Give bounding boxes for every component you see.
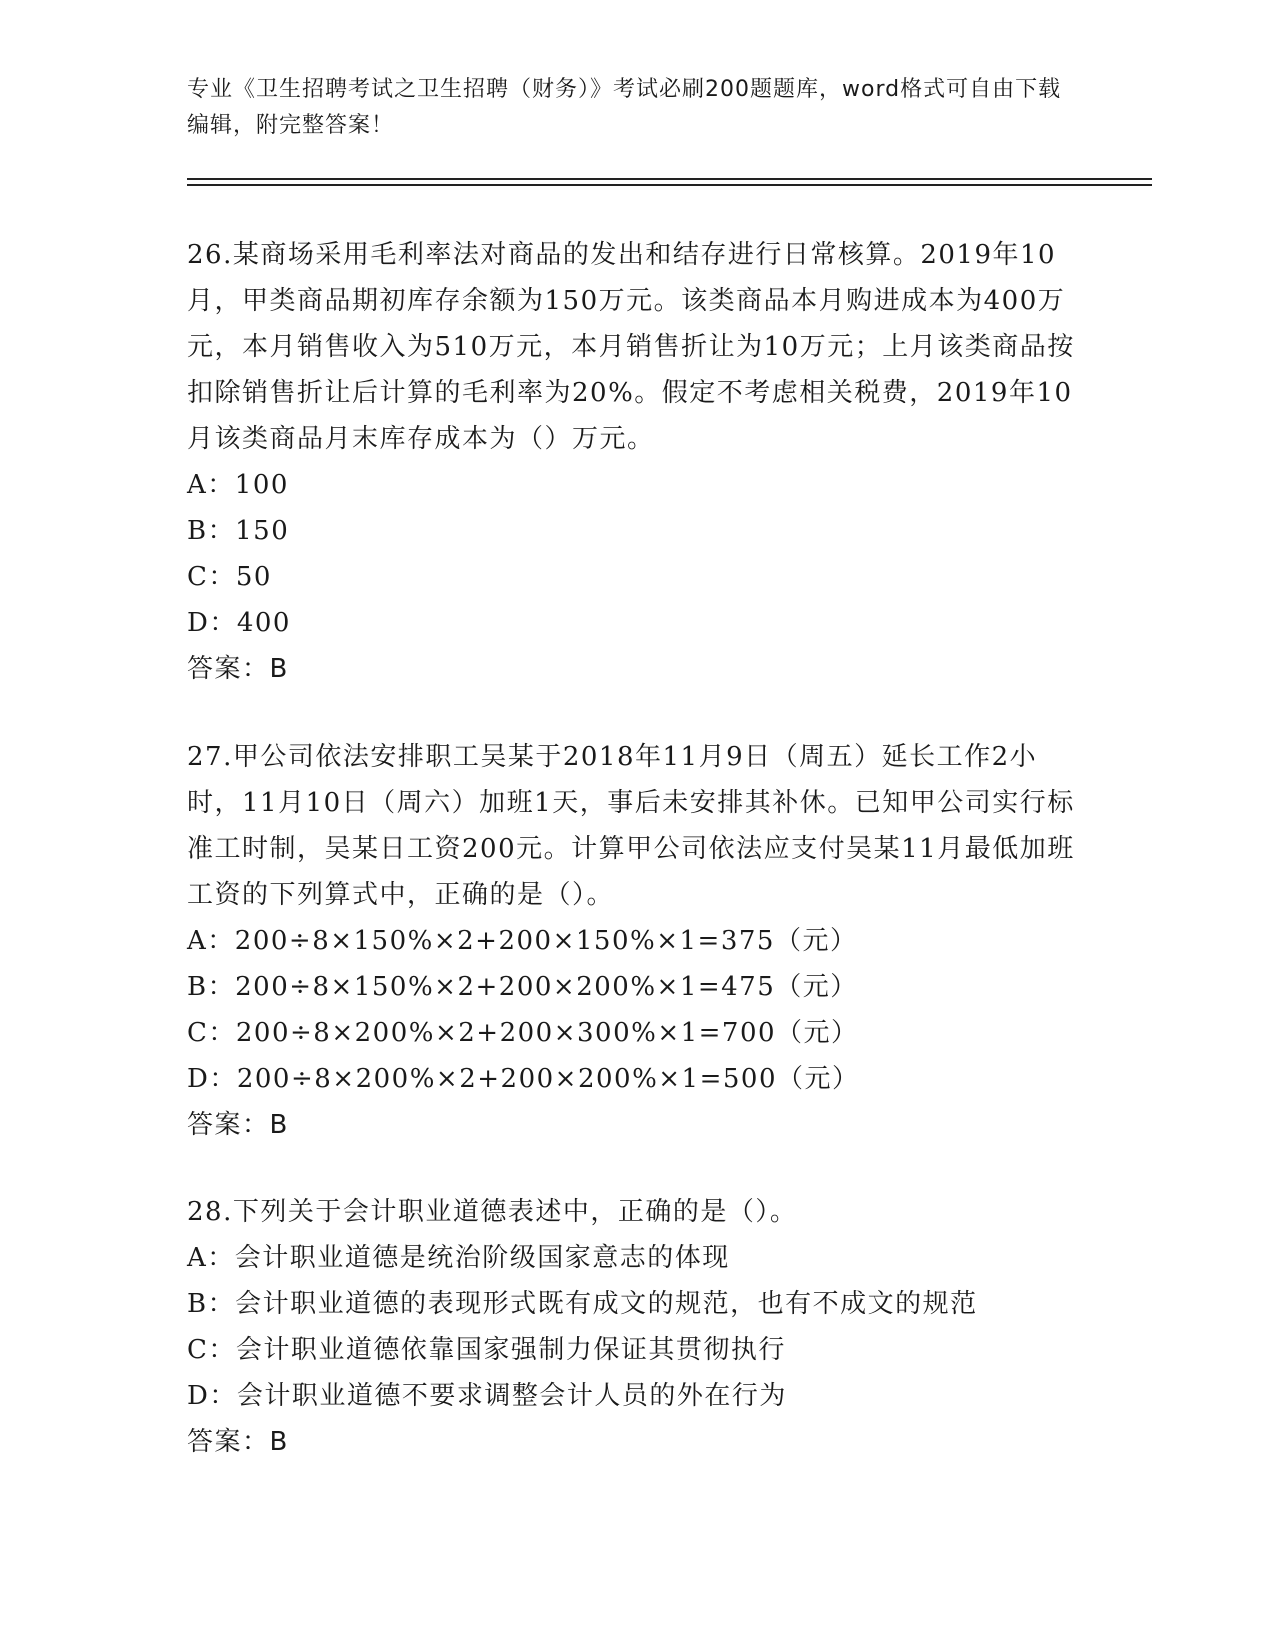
option-a: A：100 bbox=[187, 470, 289, 500]
answer: 答案：B bbox=[187, 1110, 289, 1140]
question-26 bbox=[187, 232, 1077, 692]
answer: 答案：B bbox=[187, 654, 289, 684]
header-divider-bottom bbox=[187, 184, 1152, 186]
option-b: B：200÷8×150%×2+200×200%×1=475（元） bbox=[187, 972, 858, 1002]
question-stem: 28.下列关于会计职业道德表述中，正确的是（）。 bbox=[187, 1197, 798, 1227]
option-c: C：200÷8×200%×2+200×300%×1=700（元） bbox=[187, 1018, 859, 1048]
option-c: C：会计职业道德依靠国家强制力保证其贯彻执行 bbox=[187, 1335, 786, 1365]
document-header: 专业《卫生招聘考试之卫生招聘（财务）》考试必刷200题题库，word格式可自由下载编辑，附完整答案！ bbox=[187, 77, 1062, 138]
option-c: C：50 bbox=[187, 562, 272, 592]
option-d: D：200÷8×200%×2+200×200%×1=500（元） bbox=[187, 1064, 860, 1094]
option-d: D：400 bbox=[187, 608, 291, 638]
question-stem: 26.某商场采用毛利率法对商品的发出和结存进行日常核算。2019年10月，甲类商品期初库存余额为150万元。该类商品本月购进成本为400万元，本月销售收入为510万元，本月销售折让为10万元；上月该类商品按扣除销售折让后计算的毛利率为20%。假定不考虑相关税费，2019年10月该类商品月末库存成本为（）万元。 bbox=[187, 240, 1075, 454]
question-27 bbox=[187, 734, 1077, 1148]
question-stem: 27.甲公司依法安排职工吴某于2018年11月9日（周五）延长工作2小时，11月10日（周六）加班1天，事后未安排其补休。已知甲公司实行标准工时制，吴某日工资200元。计算甲公司依法应支付吴某11月最低加班工资的下列算式中，正确的是（）。 bbox=[187, 742, 1075, 910]
answer: 答案：B bbox=[187, 1427, 289, 1457]
option-b: B：150 bbox=[187, 516, 290, 546]
option-b: B：会计职业道德的表现形式既有成文的规范，也有不成文的规范 bbox=[187, 1289, 978, 1319]
option-a: A：200÷8×150%×2+200×150%×1=375（元） bbox=[187, 926, 858, 956]
question-28 bbox=[187, 1189, 1077, 1465]
header-divider-top bbox=[187, 178, 1152, 180]
option-a: A：会计职业道德是统治阶级国家意志的体现 bbox=[187, 1243, 730, 1273]
option-d: D：会计职业道德不要求调整会计人员的外在行为 bbox=[187, 1381, 787, 1411]
